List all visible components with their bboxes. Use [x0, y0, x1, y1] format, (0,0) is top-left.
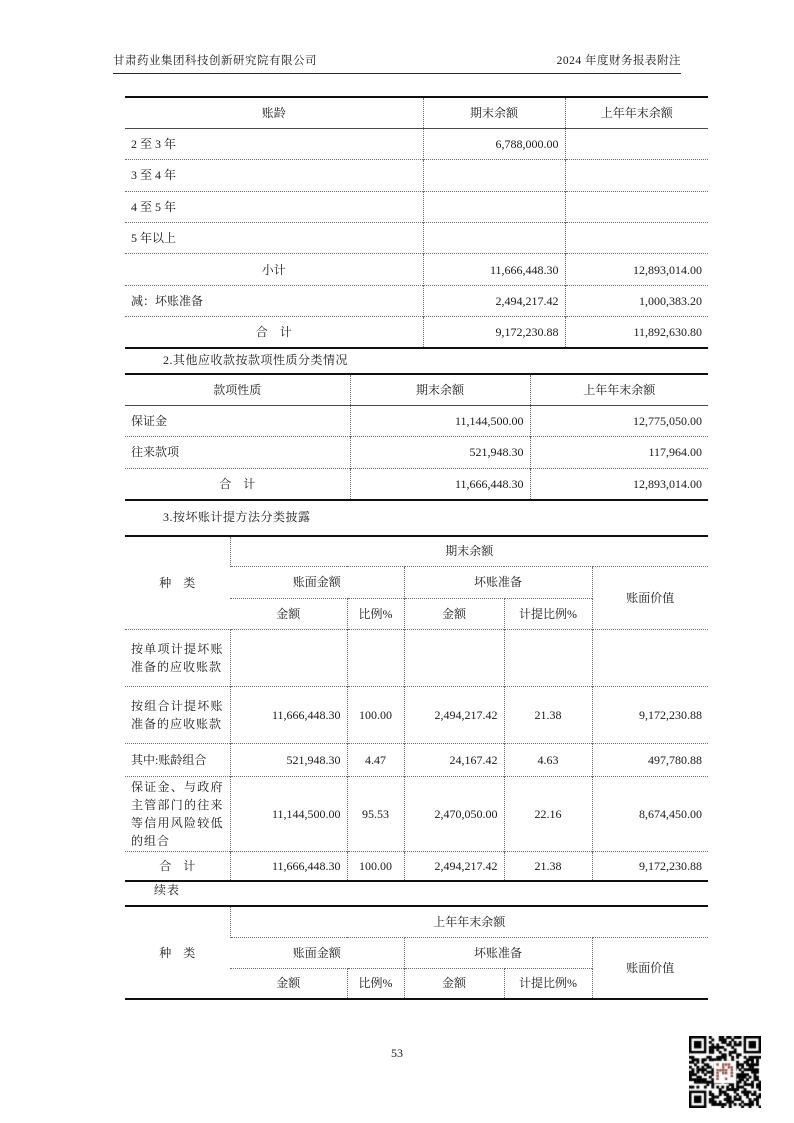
cell-ending-balance — [423, 191, 565, 222]
cell-ending-balance: 9,172,230.88 — [423, 317, 565, 348]
cell-aging-label: 5 年以上 — [125, 223, 423, 254]
cell-provision-ratio: 21.38 — [504, 686, 592, 743]
cell-ratio: 100.00 — [347, 686, 404, 743]
col-header-ending-balance-group: 期末余额 — [230, 536, 708, 566]
cell-prior-balance — [565, 128, 708, 159]
cell-prior-balance: 12,893,014.00 — [565, 254, 708, 285]
cell-prior-balance: 1,000,383.20 — [565, 285, 708, 316]
col-header-amount: 金额 — [404, 598, 504, 629]
cell-ratio: 4.47 — [347, 743, 404, 776]
document-header — [113, 52, 681, 74]
cell-bad-debt-amount: 24,167.42 — [404, 743, 504, 776]
cell-total-label: 合 计 — [125, 851, 230, 881]
cell-prior-balance — [565, 223, 708, 254]
header-company-name: 甘肃药业集团科技创新研究院有限公司 — [113, 55, 317, 67]
cell-aging-label: 3 至 4 年 — [125, 160, 423, 191]
cell-less-bad-debt-label: 减：坏账准备 — [125, 285, 423, 316]
cell-book-value: 9,172,230.88 — [592, 686, 708, 743]
cell-category-label: 其中:账龄组合 — [125, 743, 230, 776]
col-header-provision-ratio: 计提比例% — [504, 598, 592, 629]
cell-ending-balance: 2,494,217.42 — [423, 285, 565, 316]
provision-method-table — [125, 535, 708, 882]
table-header-row — [125, 374, 708, 405]
col-header-amount: 金额 — [404, 968, 504, 999]
cell-bad-debt-amount: 2,494,217.42 — [404, 851, 504, 881]
col-header-ratio: 比例% — [347, 598, 404, 629]
cell-provision-ratio — [504, 629, 592, 686]
col-header-bad-debt: 坏账准备 — [404, 566, 592, 598]
cell-ending-balance: 521,948.30 — [350, 437, 530, 468]
cell-aging-label: 4 至 5 年 — [125, 191, 423, 222]
table-row — [125, 223, 708, 254]
table-row — [125, 160, 708, 191]
cell-book-amount: 11,666,448.30 — [230, 851, 347, 881]
table-row — [125, 776, 708, 851]
cell-ratio — [347, 629, 404, 686]
cell-ending-balance — [423, 160, 565, 191]
cell-ending-balance — [423, 223, 565, 254]
col-header-book-amount: 账面金额 — [230, 937, 404, 968]
table-header-row — [125, 906, 708, 937]
col-header-amount: 金额 — [230, 968, 347, 999]
col-header-category: 种 类 — [159, 575, 196, 590]
col-header-provision-ratio: 计提比例% — [504, 968, 592, 999]
table-row — [125, 285, 708, 316]
continuation-label: 续表 — [154, 883, 181, 897]
cell-ending-balance: 11,144,500.00 — [350, 405, 530, 436]
cell-provision-ratio: 21.38 — [504, 851, 592, 881]
table-row — [125, 629, 708, 686]
cell-prior-balance — [565, 191, 708, 222]
col-header-ending-balance: 期末余额 — [350, 374, 530, 405]
provision-method-table-continued — [125, 905, 708, 1000]
subtotal-row — [125, 254, 708, 285]
col-header-book-amount: 账面金额 — [230, 566, 404, 598]
cell-book-value — [592, 629, 708, 686]
total-row — [125, 317, 708, 348]
cell-prior-balance: 12,893,014.00 — [530, 468, 708, 499]
note-3-heading: 3.按坏账计提方法分类披露 — [163, 510, 311, 524]
table-header-row — [125, 97, 708, 128]
cell-bad-debt-amount: 2,494,217.42 — [404, 686, 504, 743]
table-row — [125, 191, 708, 222]
col-header-amount: 金额 — [230, 598, 347, 629]
cell-prior-balance: 12,775,050.00 — [530, 405, 708, 436]
note-2-heading: 2.其他应收款按款项性质分类情况 — [163, 353, 349, 367]
page-number: 53 — [391, 1046, 403, 1060]
cell-book-amount: 11,144,500.00 — [230, 776, 347, 851]
cell-provision-ratio: 22.16 — [504, 776, 592, 851]
col-header-ratio: 比例% — [347, 968, 404, 999]
cell-ending-balance: 11,666,448.30 — [423, 254, 565, 285]
header-doc-title: 2024 年度财务报表附注 — [556, 55, 681, 67]
cell-book-value: 8,674,450.00 — [592, 776, 708, 851]
cell-book-value: 497,780.88 — [592, 743, 708, 776]
col-header-bad-debt: 坏账准备 — [404, 937, 592, 968]
cell-ratio: 100.00 — [347, 851, 404, 881]
cell-prior-balance: 11,892,630.80 — [565, 317, 708, 348]
col-header-category: 种 类 — [159, 945, 196, 960]
cell-subtotal-label: 小计 — [125, 254, 423, 285]
total-row — [125, 468, 708, 499]
cell-category-label: 按组合计提坏账准备的应收账款 — [125, 686, 230, 743]
col-header-nature: 款项性质 — [125, 374, 350, 405]
cell-category-label: 保证金、与政府主管部门的往来等信用风险较低的组合 — [125, 776, 230, 851]
cell-nature-label: 保证金 — [125, 405, 350, 436]
cell-provision-ratio: 4.63 — [504, 743, 592, 776]
cell-ratio: 95.53 — [347, 776, 404, 851]
col-header-book-value: 账面价值 — [592, 937, 708, 999]
cell-total-label: 合 计 — [125, 317, 423, 348]
qr-code — [689, 1036, 761, 1108]
col-header-prior-balance-group: 上年年末余额 — [230, 906, 708, 937]
cell-bad-debt-amount: 2,470,050.00 — [404, 776, 504, 851]
table-row — [125, 743, 708, 776]
total-row — [125, 851, 708, 881]
cell-prior-balance: 117,964.00 — [530, 437, 708, 468]
cell-nature-label: 往来款项 — [125, 437, 350, 468]
cell-ending-balance: 6,788,000.00 — [423, 128, 565, 159]
cell-total-label: 合 计 — [125, 468, 350, 499]
cell-prior-balance — [565, 160, 708, 191]
cell-aging-label: 2 至 3 年 — [125, 128, 423, 159]
col-header-prior-balance: 上年年末余额 — [530, 374, 708, 405]
col-header-prior-balance: 上年年末余额 — [565, 97, 708, 128]
col-header-ending-balance: 期末余额 — [423, 97, 565, 128]
cell-book-amount — [230, 629, 347, 686]
cell-bad-debt-amount — [404, 629, 504, 686]
nature-table — [125, 373, 708, 501]
col-header-book-value: 账面价值 — [592, 566, 708, 629]
aging-table — [125, 96, 708, 349]
cell-category-label: 按单项计提坏账准备的应收账款 — [125, 629, 230, 686]
cell-ending-balance: 11,666,448.30 — [350, 468, 530, 499]
table-row — [125, 128, 708, 159]
table-row — [125, 437, 708, 468]
col-header-aging: 账龄 — [125, 97, 423, 128]
table-row — [125, 686, 708, 743]
cell-book-amount: 521,948.30 — [230, 743, 347, 776]
cell-book-value: 9,172,230.88 — [592, 851, 708, 881]
table-header-row — [125, 536, 708, 566]
cell-book-amount: 11,666,448.30 — [230, 686, 347, 743]
table-row — [125, 405, 708, 436]
